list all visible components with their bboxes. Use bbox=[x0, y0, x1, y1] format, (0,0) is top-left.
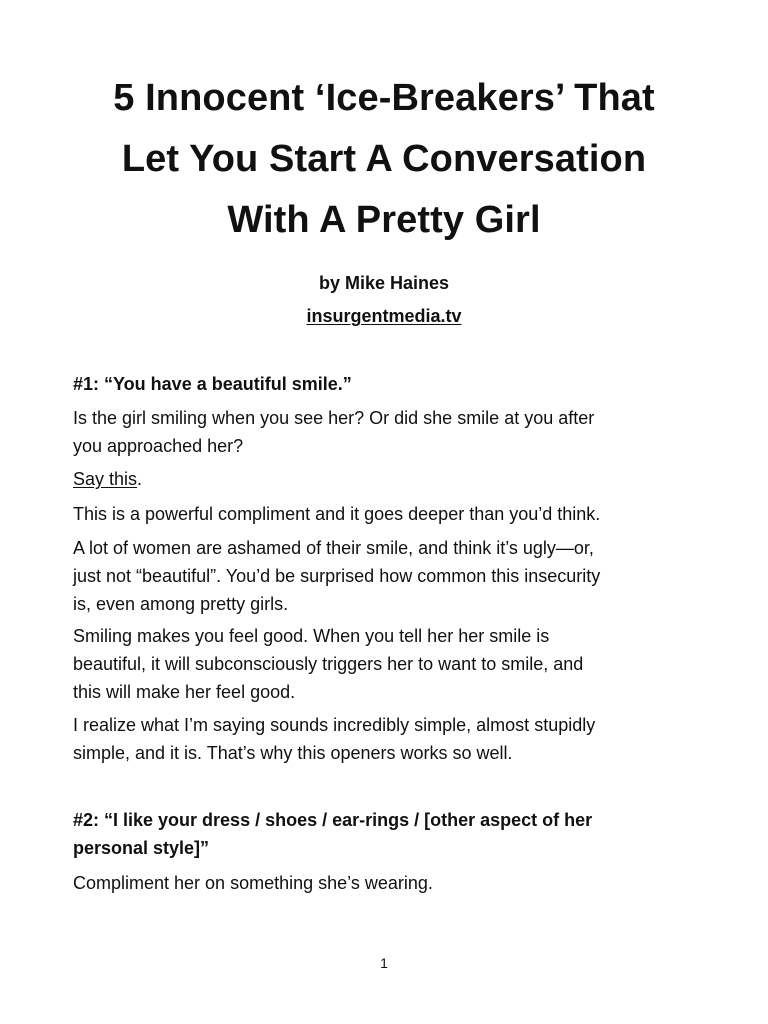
website-line bbox=[0, 304, 768, 328]
text-line: Is the girl smiling when you see her? Or did she smile at you after bbox=[73, 408, 595, 428]
section-2-heading bbox=[73, 806, 693, 862]
page-number: 1 bbox=[380, 955, 388, 971]
heading-line: #2: “I like your dress / shoes / ear-rings / [other aspect of her bbox=[73, 810, 593, 830]
text-line: this will make her feel good. bbox=[73, 682, 296, 702]
section-2-paragraph-1 bbox=[73, 869, 693, 897]
text-line: Smiling makes you feel good. When you tell her her smile is bbox=[73, 626, 550, 646]
say-this-paragraph bbox=[73, 465, 693, 493]
section-1-heading: #1: “You have a beautiful smile.” bbox=[73, 374, 352, 394]
text-line: A lot of women are ashamed of their smile, and think it’s ugly—or, bbox=[73, 538, 594, 558]
section-1-paragraph-1 bbox=[73, 404, 693, 460]
say-this-suffix: . bbox=[137, 469, 143, 489]
section-1-paragraph-5 bbox=[73, 711, 693, 767]
text-line: This is a powerful compliment and it goes deeper than you’d think. bbox=[73, 504, 601, 524]
title-line: 5 Innocent ‘Ice-Breakers’ That bbox=[113, 77, 655, 119]
text-line: just not “beautiful”. You’d be surprised how common this insecurity bbox=[73, 566, 601, 586]
text-line bbox=[73, 465, 693, 493]
website-link[interactable]: insurgentmedia.tv bbox=[306, 306, 462, 326]
text-line: I realize what I’m saying sounds incredibly simple, almost stupidly bbox=[73, 715, 596, 735]
say-this-link[interactable]: Say this bbox=[73, 469, 138, 489]
section-1-paragraph-4 bbox=[73, 622, 693, 706]
title-line: Let You Start A Conversation bbox=[121, 138, 647, 180]
title-line: With A Pretty Girl bbox=[227, 199, 541, 241]
section-1-paragraph-2 bbox=[73, 500, 693, 528]
text-line: you approached her? bbox=[73, 436, 244, 456]
document-title bbox=[40, 68, 728, 251]
author-byline: by Mike Haines bbox=[318, 273, 450, 293]
text-line: Compliment her on something she’s wearing. bbox=[73, 873, 433, 893]
text-line: simple, and it is. That’s why this openers works so well. bbox=[73, 743, 513, 763]
section-1-paragraph-3 bbox=[73, 534, 693, 618]
heading-line: personal style]” bbox=[73, 838, 210, 858]
text-line: is, even among pretty girls. bbox=[73, 594, 289, 614]
text-line: beautiful, it will subconsciously triggers her to want to smile, and bbox=[73, 654, 584, 674]
